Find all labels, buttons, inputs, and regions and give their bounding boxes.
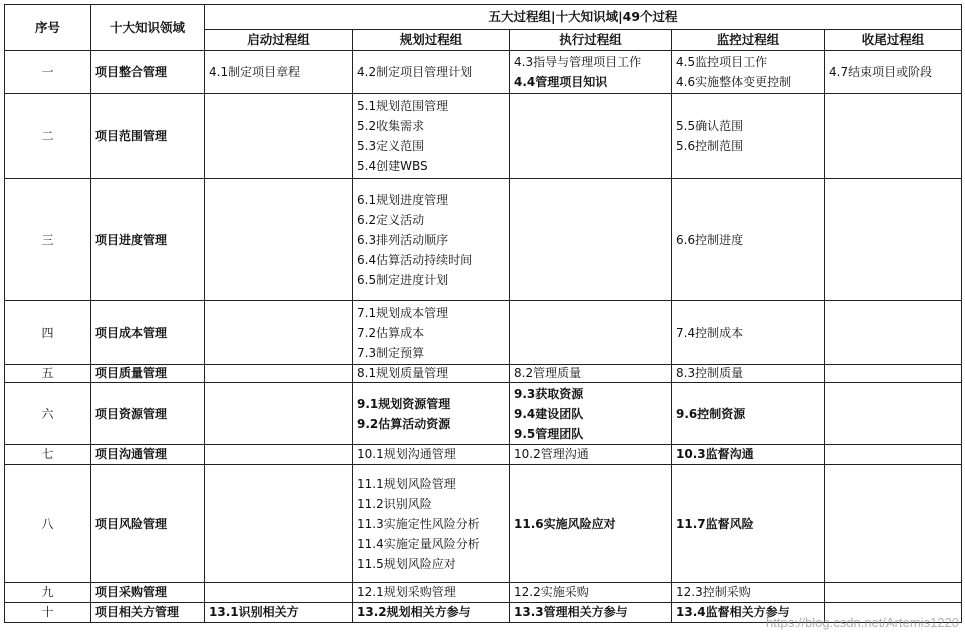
- knowledge-area: 项目相关方管理: [91, 603, 205, 623]
- cell-exec: [510, 383, 672, 445]
- knowledge-area: 项目质量管理: [91, 365, 205, 383]
- header-no: 序号: [5, 5, 91, 51]
- row-number: 八: [5, 465, 91, 583]
- cell-plan: [353, 179, 510, 301]
- process-item: 5.4创建WBS: [357, 159, 428, 173]
- cell-monitor: [672, 445, 825, 465]
- cell-exec: [510, 365, 672, 383]
- process-item: 5.1规划范围管理: [357, 99, 449, 113]
- header-area: 十大知识领域: [91, 5, 205, 51]
- table-body: [5, 51, 962, 623]
- process-item: 11.2识别风险: [357, 496, 432, 511]
- row-number: 七: [5, 445, 91, 465]
- cell-plan: [353, 465, 510, 583]
- process-item: 8.2管理质量: [514, 366, 582, 380]
- cell-exec: [510, 301, 672, 365]
- process-item: 11.3实施定性风险分析: [357, 516, 480, 531]
- table-row: [5, 94, 962, 179]
- row-number: 二: [5, 94, 91, 179]
- process-item: 11.6实施风险应对: [514, 516, 616, 531]
- cell-exec: [510, 94, 672, 179]
- table-row: [5, 445, 962, 465]
- process-item: 10.3监督沟通: [676, 447, 754, 461]
- header-close: 收尾过程组: [825, 30, 962, 51]
- process-item: 6.2定义活动: [357, 212, 425, 227]
- cell-monitor: [672, 365, 825, 383]
- knowledge-area: 项目沟通管理: [91, 445, 205, 465]
- row-number: 三: [5, 179, 91, 301]
- process-item: 7.3制定预算: [357, 345, 425, 360]
- cell-close: [825, 445, 962, 465]
- table-row: [5, 301, 962, 365]
- process-item: 4.3指导与管理项目工作: [514, 55, 642, 69]
- cell-init: [205, 51, 353, 94]
- knowledge-area: 项目进度管理: [91, 179, 205, 301]
- knowledge-area: 项目范围管理: [91, 94, 205, 179]
- cell-monitor: [672, 583, 825, 603]
- process-item: 6.3排列活动顺序: [357, 232, 449, 247]
- cell-init: [205, 583, 353, 603]
- cell-monitor: [672, 383, 825, 445]
- cell-close: [825, 94, 962, 179]
- process-item: 9.4建设团队: [514, 406, 584, 421]
- row-number: 五: [5, 365, 91, 383]
- process-item: 13.1识别相关方: [209, 605, 299, 619]
- process-item: 13.2规划相关方参与: [357, 605, 471, 619]
- cell-plan: [353, 583, 510, 603]
- cell-plan: [353, 94, 510, 179]
- cell-init: [205, 445, 353, 465]
- process-item: 11.4实施定量风险分析: [357, 536, 480, 551]
- cell-monitor: [672, 51, 825, 94]
- table-row: [5, 583, 962, 603]
- table-row: [5, 365, 962, 383]
- process-item: 9.6控制资源: [676, 406, 746, 421]
- cell-monitor: [672, 94, 825, 179]
- process-item: 6.1规划进度管理: [357, 192, 449, 207]
- cell-init: [205, 383, 353, 445]
- cell-plan: [353, 51, 510, 94]
- cell-exec: [510, 51, 672, 94]
- header-monitor: 监控过程组: [672, 30, 825, 51]
- knowledge-area: 项目资源管理: [91, 383, 205, 445]
- process-item: 12.3控制采购: [676, 585, 751, 599]
- row-number: 九: [5, 583, 91, 603]
- table-row: [5, 179, 962, 301]
- row-number: 一: [5, 51, 91, 94]
- process-item: 7.1规划成本管理: [357, 305, 449, 320]
- process-item: 7.2估算成本: [357, 325, 425, 340]
- process-item: 13.4监督相关方参与: [676, 605, 790, 619]
- row-number: 十: [5, 603, 91, 623]
- process-item: 5.5确认范围: [676, 119, 744, 133]
- cell-plan: [353, 445, 510, 465]
- cell-monitor: [672, 179, 825, 301]
- process-item: 11.1规划风险管理: [357, 476, 456, 491]
- process-item: 9.1规划资源管理: [357, 396, 451, 411]
- cell-plan: [353, 301, 510, 365]
- process-item: 4.7结束项目或阶段: [829, 65, 933, 79]
- process-item: 5.3定义范围: [357, 139, 425, 153]
- process-item: 12.2实施采购: [514, 585, 589, 599]
- process-table: [4, 4, 962, 623]
- knowledge-area: 项目整合管理: [91, 51, 205, 94]
- process-item: 11.5规划风险应对: [357, 556, 456, 571]
- cell-close: [825, 465, 962, 583]
- cell-exec: [510, 179, 672, 301]
- row-number: 四: [5, 301, 91, 365]
- process-item: 9.5管理团队: [514, 426, 584, 441]
- process-item: 4.4管理项目知识: [514, 75, 608, 89]
- process-item: 8.3控制质量: [676, 366, 744, 380]
- cell-init: [205, 301, 353, 365]
- cell-plan: [353, 383, 510, 445]
- process-item: 8.1规划质量管理: [357, 366, 449, 380]
- cell-exec: [510, 445, 672, 465]
- cell-close: [825, 583, 962, 603]
- process-item: 5.2收集需求: [357, 119, 425, 133]
- cell-init: [205, 465, 353, 583]
- process-item: 9.3获取资源: [514, 386, 584, 401]
- process-item: 10.1规划沟通管理: [357, 447, 456, 461]
- cell-close: [825, 383, 962, 445]
- header-group-title: 五大过程组|十大知识域|49个过程: [205, 5, 962, 30]
- table-row: [5, 465, 962, 583]
- knowledge-area: 项目采购管理: [91, 583, 205, 603]
- process-item: 6.4估算活动持续时间: [357, 252, 473, 267]
- process-item: 9.2估算活动资源: [357, 416, 451, 431]
- process-item: 12.1规划采购管理: [357, 585, 456, 599]
- process-item: 6.6控制进度: [676, 232, 744, 247]
- process-item: 4.5监控项目工作: [676, 55, 768, 69]
- process-item: 7.4控制成本: [676, 325, 744, 340]
- process-item: 4.1制定项目章程: [209, 65, 301, 79]
- process-item: 10.2管理沟通: [514, 447, 589, 461]
- process-item: 5.6控制范围: [676, 139, 744, 153]
- knowledge-area: 项目成本管理: [91, 301, 205, 365]
- header-plan: 规划过程组: [353, 30, 510, 51]
- table-row: [5, 51, 962, 94]
- header-init: 启动过程组: [205, 30, 353, 51]
- watermark: https://blog.csdn.net/Artemis1220: [766, 615, 959, 630]
- cell-init: [205, 365, 353, 383]
- cell-plan: [353, 603, 510, 623]
- cell-init: [205, 179, 353, 301]
- cell-init: [205, 94, 353, 179]
- cell-close: [825, 51, 962, 94]
- cell-monitor: [672, 301, 825, 365]
- header-exec: 执行过程组: [510, 30, 672, 51]
- table-row: [5, 383, 962, 445]
- process-item: 13.3管理相关方参与: [514, 605, 628, 619]
- cell-close: [825, 179, 962, 301]
- process-item: 4.6实施整体变更控制: [676, 75, 792, 89]
- process-item: 4.2制定项目管理计划: [357, 65, 473, 79]
- row-number: 六: [5, 383, 91, 445]
- cell-exec: [510, 603, 672, 623]
- cell-close: [825, 301, 962, 365]
- knowledge-area: 项目风险管理: [91, 465, 205, 583]
- cell-exec: [510, 583, 672, 603]
- cell-exec: [510, 465, 672, 583]
- cell-monitor: [672, 465, 825, 583]
- cell-plan: [353, 365, 510, 383]
- cell-init: [205, 603, 353, 623]
- process-item: 11.7监督风险: [676, 516, 754, 531]
- process-item: 6.5制定进度计划: [357, 272, 449, 287]
- cell-close: [825, 365, 962, 383]
